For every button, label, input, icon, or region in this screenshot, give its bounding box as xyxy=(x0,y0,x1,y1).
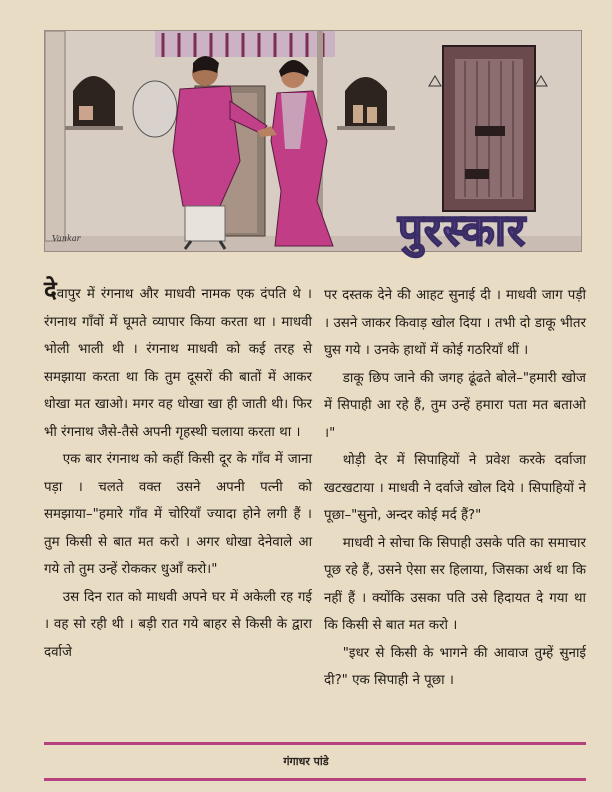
paragraph: माधवी ने सोचा कि सिपाही उसके पति का समाचार पूछ रहे हैं, उसने ऐसा सर हिलाया, जिसका अर्थ था कि नहीं हैं । क्योंकि उसका पति उसे हिदायत दे गया था कि किसी से बात मत करो । xyxy=(324,535,586,633)
author-name: गंगाधर पांडे xyxy=(283,755,329,768)
paragraph-text: वापुर में रंगनाथ और माधवी नामक एक दंपति थे । रंगनाथ गाँवों में घूमते व्यापार किया करता था । माधवी भोली भाली थी । रंगनाथ माधवी को कई तरह से समझाया करता था कि तुम दूसरों की बातों में आकर धोखा मत खाओ। मगर वह धोखा खा ही जाती थी। फिर भी रंगनाथ जैसे-तैसे अपनी गृहस्थी चलाया करता था । xyxy=(44,287,312,440)
left-column xyxy=(44,276,312,666)
right-column xyxy=(324,282,586,695)
paragraph: थोड़ी देर में सिपाहियों ने प्रवेश करके दर्वाजा खटखटाया । माधवी ने दर्वाजे खोल दिये । सिपाहियों ने पूछा–"सुनो, अन्दर कोई मर्द हैं?" xyxy=(324,453,586,523)
paragraph: उस दिन रात को माधवी अपने घर में अकेली रह गई । वह सो रही थी । बड़ी रात गये बाहर से किसी के द्वारा दर्वाजे xyxy=(44,589,312,660)
paragraph xyxy=(44,276,312,446)
paragraph: डाकू छिप जाने की जगह ढूंढते बोले–"हमारी खोज में सिपाही आ रहे हैं, तुम उन्हें हमारा पता मत बताओ ।" xyxy=(324,370,586,441)
dropcap: दे xyxy=(44,276,57,304)
paragraph: "इधर से किसी के भागने की आवाज तुम्हें सुनाई दी?" एक सिपाही ने पूछा । xyxy=(324,645,586,688)
paragraph: एक बार रंगनाथ को कहीं किसी दूर के गाँव में जाना पड़ा । चलते वक्त उसने अपनी पत्नी को समझाया–"हमारे गाँव में चोरियाँ ज्यादा होने लगी हैं । तुम किसी से बात मत करो । अगर धोखा देनेवाले आ गये तो तुम उन्हें रोककर धुआँ करो।" xyxy=(44,452,312,577)
divider-top xyxy=(44,742,586,745)
paragraph: पर दस्तक देने की आहट सुनाई दी । माधवी जाग पड़ी । उसने जाकर किवाड़ खोल दिया । तभी दो डाकू भीतर घुस गये । उनके हाथों में कोई गठरियाँ थीं । xyxy=(324,288,586,358)
story-title: पुरस्कार xyxy=(397,205,527,256)
illustrator-signature: Vankar xyxy=(52,234,81,243)
divider-bottom xyxy=(44,778,586,781)
